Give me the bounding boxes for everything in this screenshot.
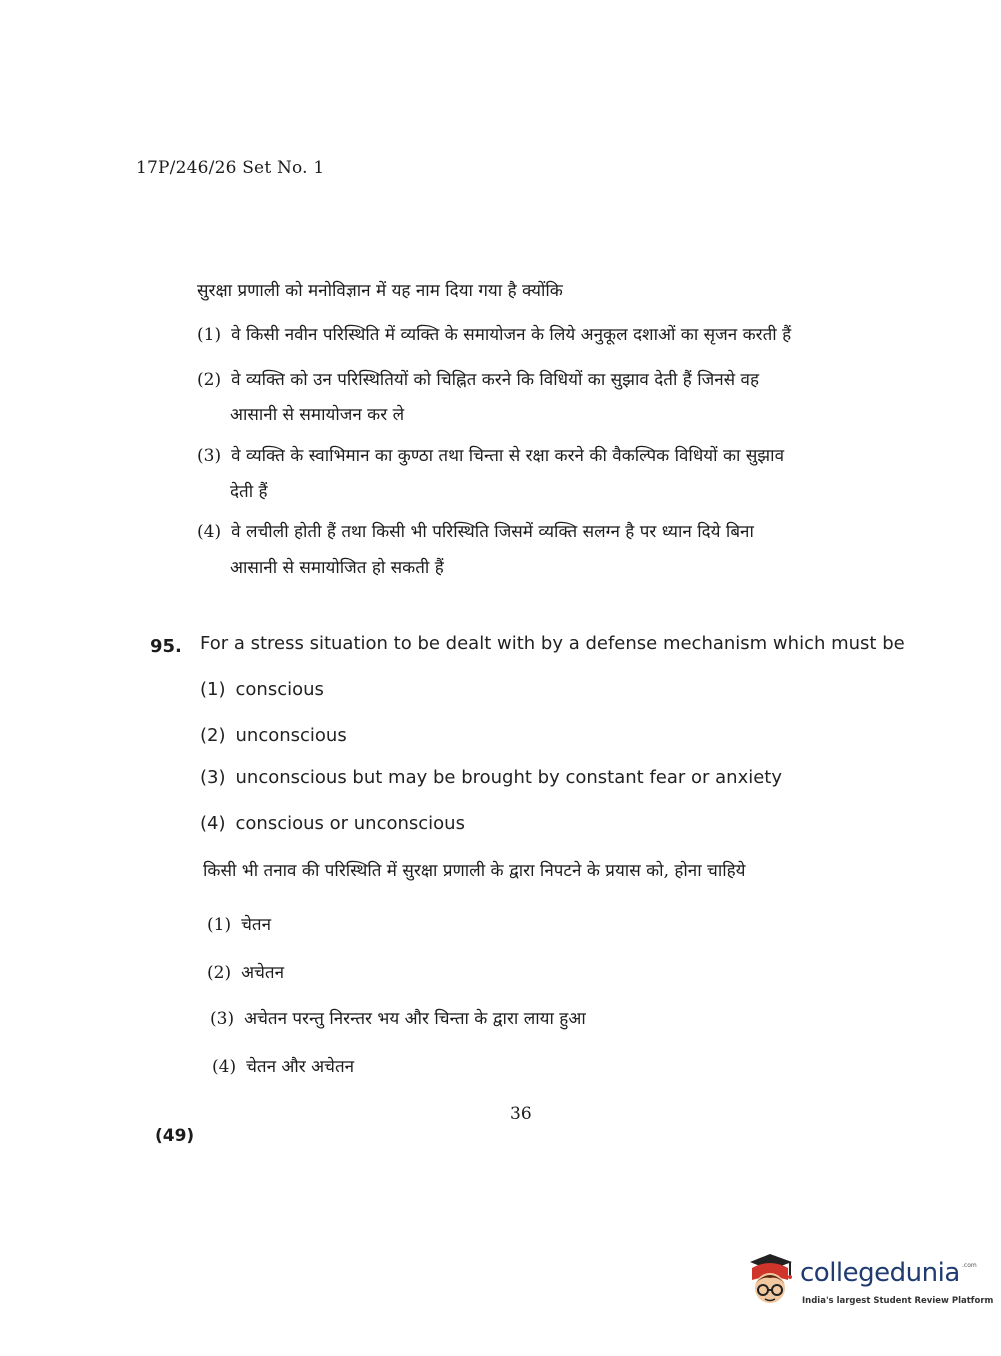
q95-english-option-4 <box>200 813 465 834</box>
q95-english-option-3 <box>200 767 782 788</box>
q95-english-option-1 <box>200 679 324 700</box>
logo-suffix: .com <box>962 1262 977 1269</box>
set-code-header: 17P/246/26 Set No. 1 <box>136 158 325 178</box>
option-text: conscious or unconscious <box>235 813 465 834</box>
q94-hindi-option-1 <box>197 322 791 345</box>
option-number: (4) <box>212 1057 237 1077</box>
option-number: (2) <box>200 725 226 746</box>
q94-hindi-option-3 <box>197 443 784 466</box>
option-text: वे लचीली होती हैं तथा किसी भी परिस्थिति जिसमें व्यक्ति सलग्न है पर ध्यान दिये बिना <box>231 522 754 542</box>
q95-english-option-2 <box>200 725 347 746</box>
q95-hindi-option-3 <box>210 1006 586 1029</box>
option-number: (1) <box>197 325 222 345</box>
page-number: 36 <box>510 1104 532 1124</box>
option-text: अचेतन परन्तु निरन्तर भय और चिन्ता के द्वारा लाया हुआ <box>244 1009 586 1029</box>
q95-hindi-option-2 <box>207 960 284 983</box>
q94-hindi-option-4-cont: आसानी से समायोजित हो सकती हैं <box>230 558 444 578</box>
question-number: 95. <box>150 636 182 657</box>
booklet-code: (49) <box>155 1126 195 1146</box>
collegedunia-logo <box>742 1252 994 1312</box>
option-text: unconscious but may be brought by constant fear or anxiety <box>235 767 783 788</box>
q95-hindi-option-4 <box>212 1054 354 1077</box>
option-text: चेतन और अचेतन <box>246 1057 355 1077</box>
q94-hindi-option-2-cont: आसानी से समायोजन कर ले <box>230 405 405 425</box>
option-number: (2) <box>197 370 222 390</box>
q94-hindi-option-4 <box>197 519 754 542</box>
mascot-icon <box>742 1252 800 1312</box>
option-text: unconscious <box>235 725 347 746</box>
q94-hindi-option-2 <box>197 367 759 390</box>
option-number: (3) <box>197 446 222 466</box>
option-number: (2) <box>207 963 232 983</box>
q94-hindi-option-3-cont: देती हैं <box>230 482 268 502</box>
logo-tagline: India's largest Student Review Platform <box>802 1296 994 1306</box>
option-text: चेतन <box>241 915 272 935</box>
option-number: (3) <box>200 767 226 788</box>
option-text: अचेतन <box>241 963 285 983</box>
q94-hindi-stem: सुरक्षा प्रणाली को मनोविज्ञान में यह नाम दिया गया है क्योंकि <box>197 281 563 301</box>
q95-hindi-stem: किसी भी तनाव की परिस्थिति में सुरक्षा प्रणाली के द्वारा निपटने के प्रयास को, होना चाहिये <box>203 861 746 881</box>
logo-wordmark: collegedunia <box>800 1258 960 1288</box>
option-number: (3) <box>210 1009 235 1029</box>
option-number: (4) <box>197 522 222 542</box>
q95-hindi-option-1 <box>207 912 271 935</box>
option-number: (1) <box>207 915 232 935</box>
option-text: वे व्यक्ति के स्वाभिमान का कुण्ठा तथा चिन्ता से रक्षा करने की वैकल्पिक विधियों का सुझाव <box>231 446 785 466</box>
option-number: (1) <box>200 679 226 700</box>
option-text: वे किसी नवीन परिस्थिति में व्यक्ति के समायोजन के लिये अनुकूल दशाओं का सृजन करती हैं <box>231 325 792 345</box>
option-text: वे व्यक्ति को उन परिस्थितियों को चिह्नित करने कि विधियों का सुझाव देती हैं जिनसे वह <box>231 370 760 390</box>
q95-english-stem: For a stress situation to be dealt with by a defense mechanism which must be <box>200 633 905 654</box>
option-text: conscious <box>235 679 324 700</box>
option-number: (4) <box>200 813 226 834</box>
